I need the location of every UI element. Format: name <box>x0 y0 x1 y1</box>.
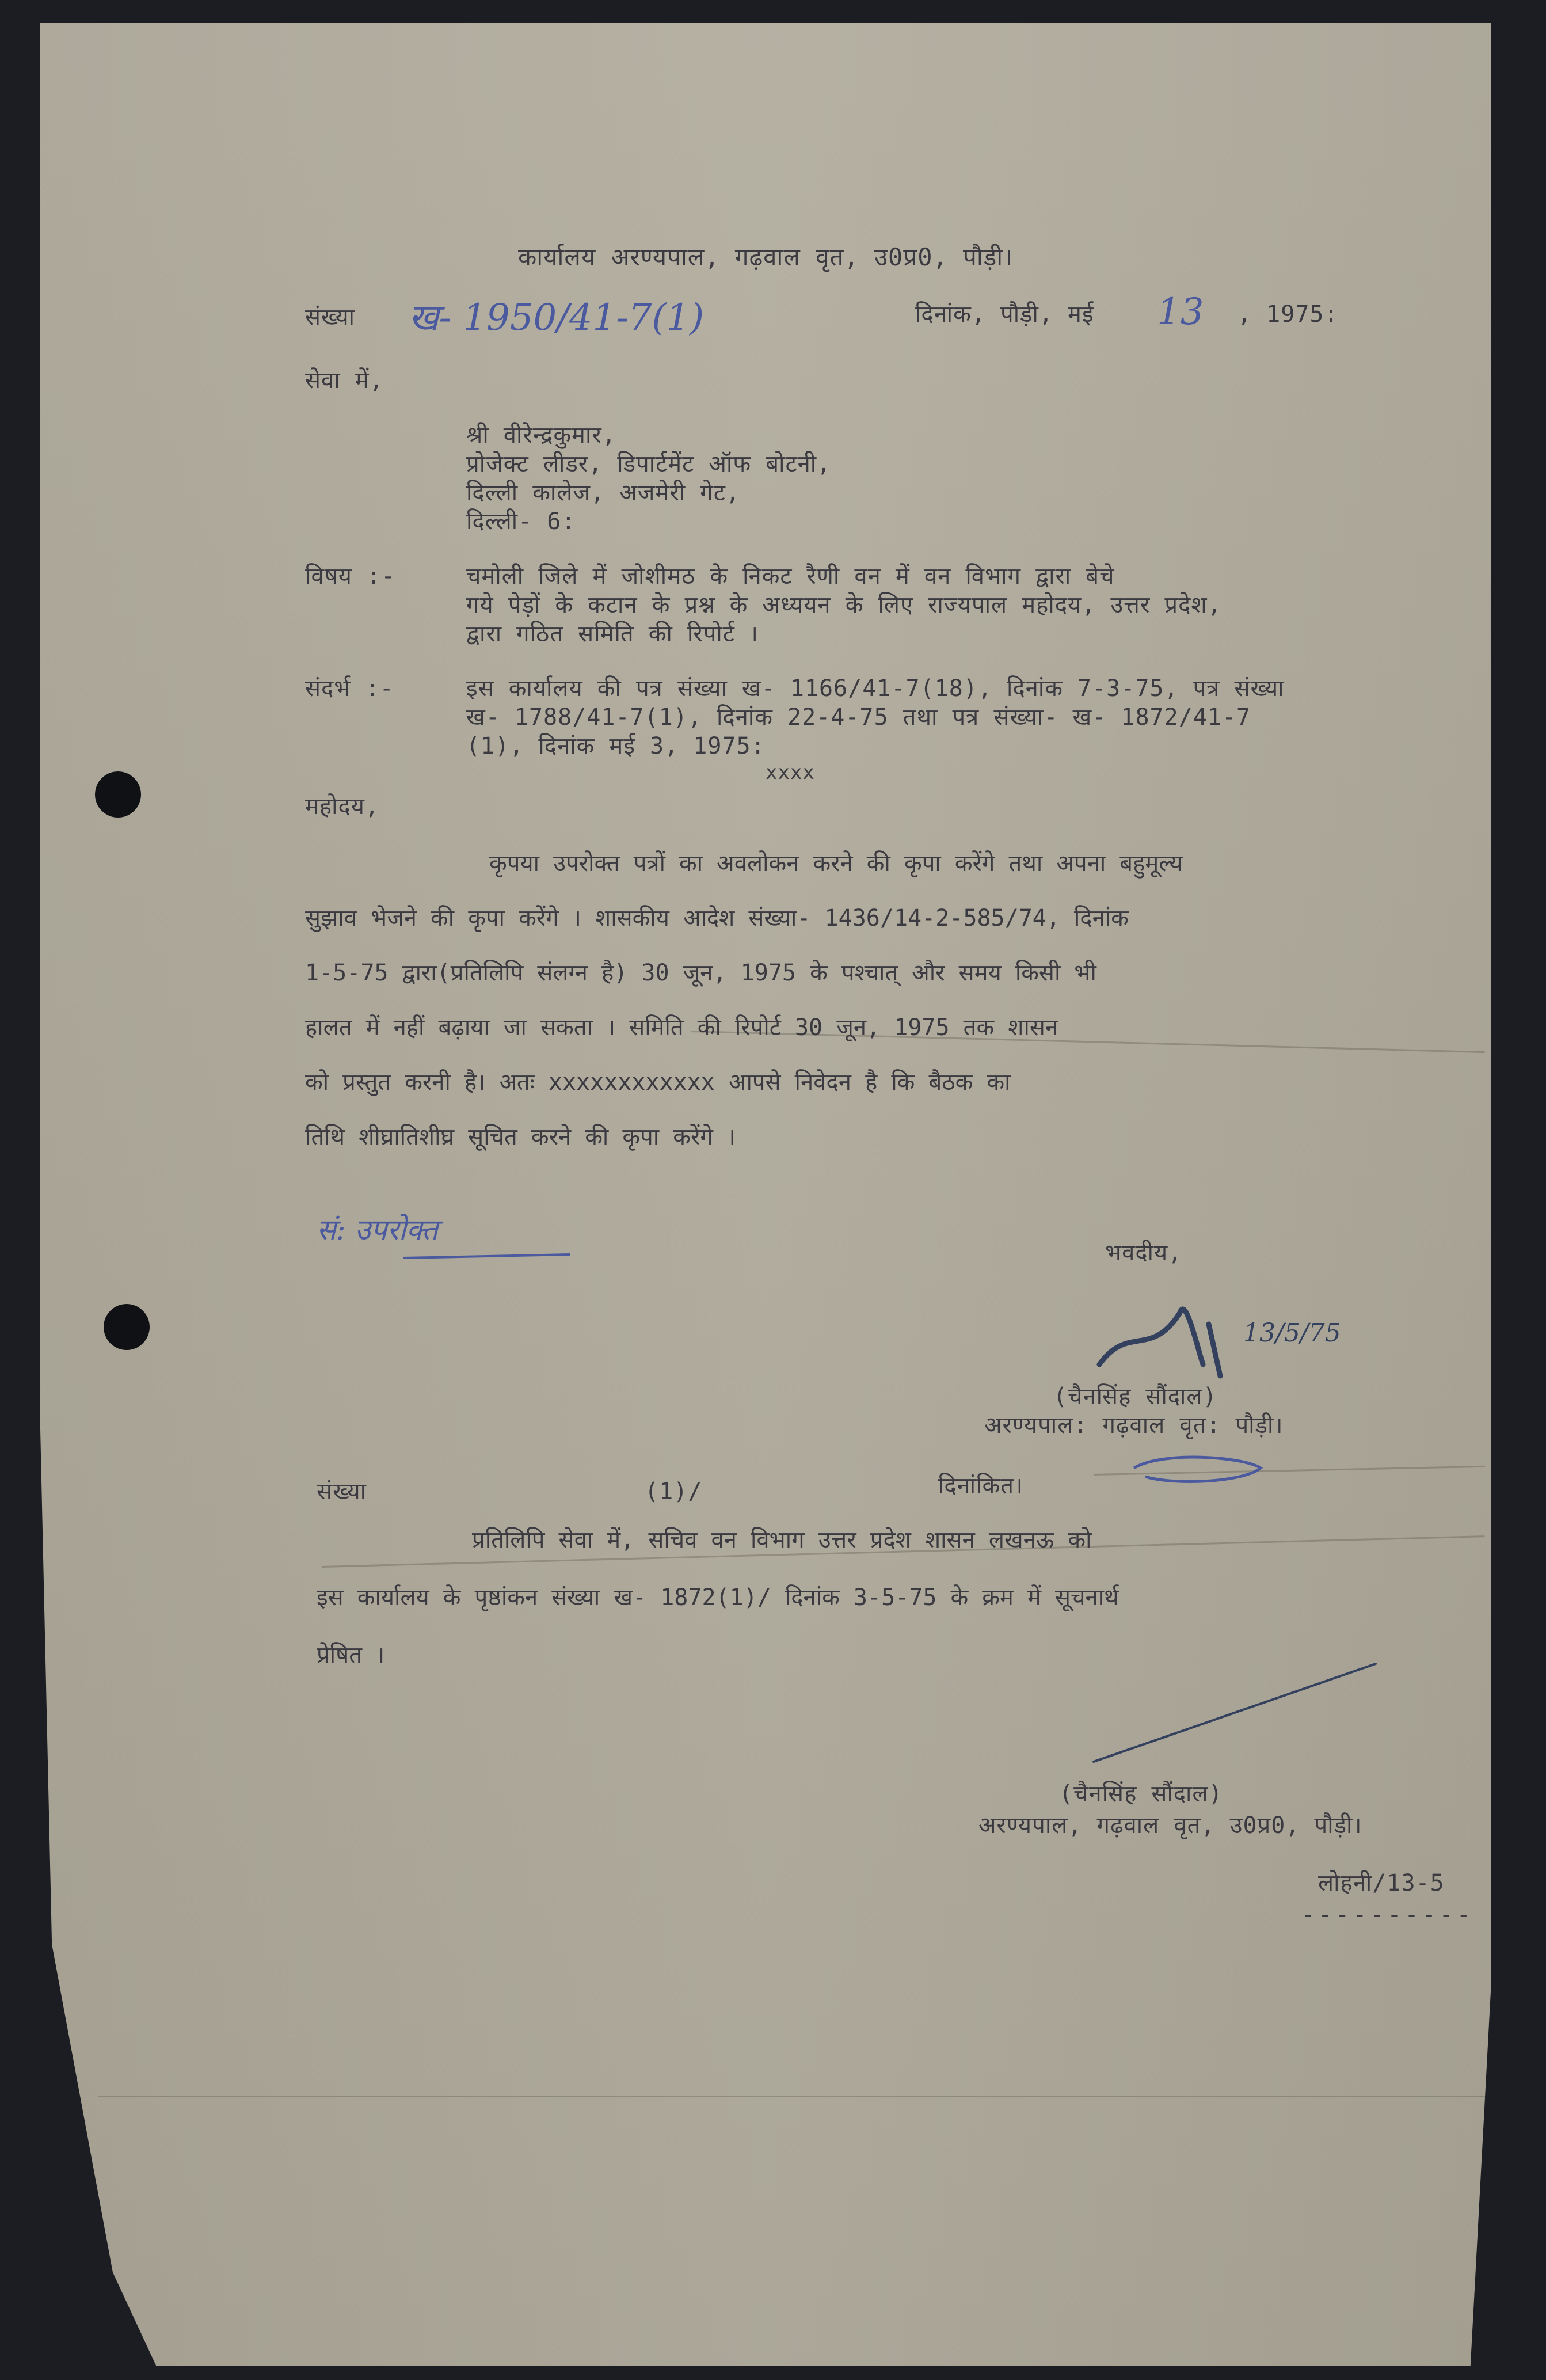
letter-paper <box>40 23 1491 2366</box>
salutation-to: सेवा में, <box>305 367 384 394</box>
punch-hole <box>95 771 141 818</box>
signature-date: 13/5/75 <box>1243 1318 1341 1348</box>
enclosure-underline <box>403 1252 576 1264</box>
punch-hole <box>104 1304 150 1350</box>
signatory-name: (चैनसिंह सौंदाल) <box>1053 1383 1217 1410</box>
paper-fold <box>98 2096 1485 2097</box>
endorsement-date-label: दिनांकित। <box>938 1473 1024 1499</box>
address-line: दिल्ली कालेज, अजमेरी गेट, <box>466 480 740 506</box>
subject-line: चमोली जिले में जोशीमठ के निकट रैणी वन में वन विभाग द्वारा बेचे <box>466 563 1115 590</box>
subject-line: गये पेड़ों के कटान के प्रश्न के अध्ययन के लिए राज्यपाल महोदय, उत्तर प्रदेश, <box>466 592 1222 618</box>
endorsement-number-suffix: (1)/ <box>645 1478 703 1505</box>
address-line: दिल्ली- 6: <box>466 508 576 535</box>
reference-line: इस कार्यालय की पत्र संख्या ख- 1166/41-7(18), दिनांक 7-3-75, पत्र संख्या <box>466 675 1285 702</box>
greeting: महोदय, <box>305 793 380 820</box>
reference-marker: xxxx <box>766 761 815 784</box>
typist-rule: ---------- <box>1301 1902 1474 1928</box>
endorsement-designation: अरण्यपाल, गढ़वाल वृत, उ0प्र0, पौड़ी। <box>978 1812 1362 1839</box>
number-value: ख- 1950/41-7(1) <box>409 296 705 339</box>
endorsement-line: इस कार्यालय के पृष्ठांकन संख्या ख- 1872(1)/ दिनांक 3-5-75 के क्रम में सूचनार्थ <box>317 1584 1119 1611</box>
initial-scribble <box>1128 1451 1278 1491</box>
body-line: हालत में नहीं बढ़ाया जा सकता । समिति की रिपोर्ट 30 जून, 1975 तक शासन <box>305 1014 1058 1041</box>
yours-faithfully: भवदीय, <box>1105 1240 1183 1266</box>
reference-line: (1), दिनांक मई 3, 1975: <box>466 733 766 759</box>
body-line: सुझाव भेजने की कृपा करेंगे । शासकीय आदेश संख्या- 1436/14-2-585/74, दिनांक <box>305 905 1129 932</box>
endorsement-signature-stroke <box>1088 1652 1387 1767</box>
endorsement-name: (चैनसिंह सौंदाल) <box>1059 1781 1223 1807</box>
signatory-designation: अरण्यपाल: गढ़वाल वृत: पौड़ी। <box>984 1412 1284 1439</box>
address-line: प्रोजेक्ट लीडर, डिपार्टमेंट ऑफ बोटनी, <box>466 451 832 477</box>
subject-line: द्वारा गठित समिति की रिपोर्ट । <box>466 621 759 647</box>
date-label: दिनांक, पौड़ी, मई <box>915 301 1094 328</box>
body-line: को प्रस्तुत करनी है। अतः xxxxxxxxxxxx आपसे निवेदन है कि बैठक का <box>305 1069 1011 1096</box>
typist-reference: लोहनी/13-5 <box>1318 1870 1445 1896</box>
address-line: श्री वीरेन्द्रकुमार, <box>466 422 616 448</box>
reference-label: संदर्भ :- <box>305 675 394 702</box>
office-title: कार्यालय अरण्यपाल, गढ़वाल वृत, उ0प्र0, पौड़ी। <box>518 243 1014 271</box>
endorsement-line: प्रेषित । <box>317 1642 385 1668</box>
date-year: , 1975: <box>1237 301 1339 328</box>
subject-label: विषय :- <box>305 563 396 590</box>
endorsement-number-label: संख्या <box>317 1478 367 1505</box>
date-day: 13 <box>1157 291 1204 333</box>
body-line: तिथि शीघ्रातिशीघ्र सूचित करने की कृपा करेंगे । <box>305 1124 736 1150</box>
reference-line: ख- 1788/41-7(1), दिनांक 22-4-75 तथा पत्र संख्या- ख- 1872/41-7 <box>466 704 1251 731</box>
endorsement-line: प्रतिलिपि सेवा में, सचिव वन विभाग उत्तर प्रदेश शासन लखनऊ को <box>472 1527 1092 1553</box>
body-line: 1-5-75 द्वारा(प्रतिलिपि संलग्न है) 30 जून, 1975 के पश्चात् और समय किसी भी <box>305 960 1096 986</box>
enclosure-note: सं: उपरोक्त <box>317 1213 439 1246</box>
body-line: कृपया उपरोक्त पत्रों का अवलोकन करने की कृपा करेंगे तथा अपना बहुमूल्य <box>489 850 1183 877</box>
number-label: संख्या <box>305 304 355 330</box>
